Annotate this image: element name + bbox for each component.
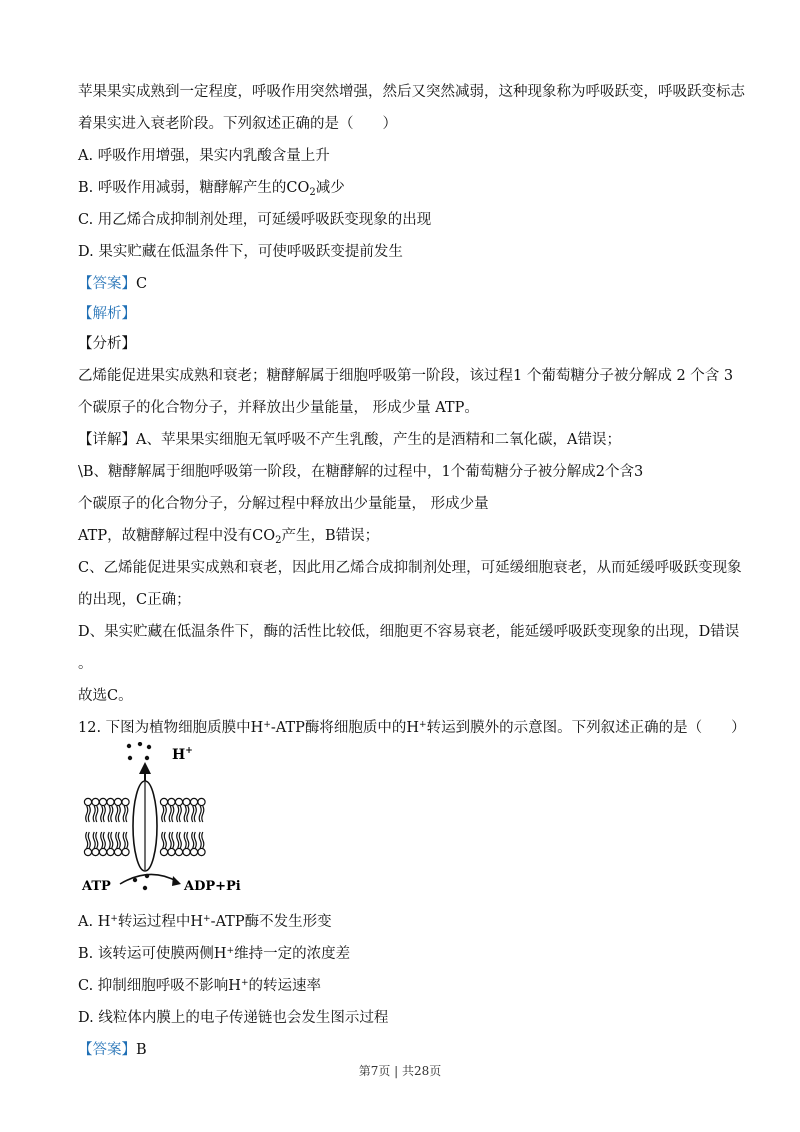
q12-option-d: D. 线粒体内膜上的电子传递链也会发生图示过程 bbox=[78, 1010, 389, 1026]
q11-option-d: D. 果实贮藏在低温条件下，可使呼吸跃变提前发生 bbox=[78, 244, 403, 260]
q12-option-c: C. 抑制细胞呼吸不影响H+的转运速率 bbox=[78, 978, 321, 994]
detail-c1: C、乙烯能促进果实成熟和衰老，因此用乙烯合成抑制剂处理，可延缓细胞衰老，从而延缓呼吸跃变现象 bbox=[78, 560, 742, 576]
fenxi-line1: 乙烯能促进果实成熟和衰老；糖酵解属于细胞呼吸第一阶段，该过程1 个葡萄糖分子被分解成 2 个含 3 bbox=[78, 368, 734, 384]
atp-label: ATP bbox=[82, 879, 111, 894]
answer-value: C bbox=[136, 276, 148, 292]
q11-stem-line2: 着果实进入衰老阶段。下列叙述正确的是（ ） bbox=[78, 116, 397, 132]
answer-value: B bbox=[136, 1042, 147, 1058]
q12-option-a: A. H+转运过程中H+-ATP酶不发生形变 bbox=[78, 914, 332, 930]
detail-a: 【详解】A、苹果果实细胞无氧呼吸不产生乳酸，产生的是酒精和二氧化碳，A错误； bbox=[78, 432, 621, 448]
detail-b3: ATP，故糖酵解过程中没有$CO_2$产生，B错误； bbox=[78, 528, 380, 546]
adp-pi-label: ADP+Pi bbox=[184, 879, 241, 894]
conclusion: 故选C。 bbox=[78, 688, 133, 704]
detail-c2: 的出现，C正确； bbox=[78, 592, 191, 608]
q12-stem: 12. 下图为植物细胞质膜中H+-ATP酶将细胞质中的H+转运到膜外的示意图。下列叙述正确的是（ ） bbox=[78, 720, 746, 736]
detail-d1: D、果实贮藏在低温条件下，酶的活性比较低，细胞更不容易衰老，能延缓呼吸跃变现象的出现，D错误 bbox=[78, 624, 740, 640]
detail-d2: 。 bbox=[78, 656, 93, 672]
answer-tag: 【答案】 bbox=[78, 1042, 136, 1058]
analysis-tag: 【解析】 bbox=[78, 306, 136, 322]
q12-answer bbox=[78, 1040, 147, 1060]
q11-stem-line1: 苹果果实成熟到一定程度，呼吸作用突然增强，然后又突然减弱，这种现象称为呼吸跃变，呼吸跃变标志 bbox=[78, 84, 745, 100]
fenxi-line2: 个碳原子的化合物分子，并释放出少量能量， 形成少量 ATP。 bbox=[78, 400, 479, 416]
answer-tag: 【答案】 bbox=[78, 276, 136, 292]
co2-subscript: 2 bbox=[309, 187, 316, 198]
q12-option-b: B. 该转运可使膜两侧H+维持一定的浓度差 bbox=[78, 946, 351, 962]
q11-answer bbox=[78, 274, 147, 294]
detail-b2: 个碳原子的化合物分子，分解过程中释放出少量能量， 形成少量 bbox=[78, 496, 489, 512]
q11-option-c: C. 用乙烯合成抑制剂处理，可延缓呼吸跃变现象的出现 bbox=[78, 212, 432, 228]
h-atpase-membrane-diagram bbox=[80, 742, 260, 902]
q11-option-b: B. 呼吸作用减弱，糖酵解产生的$CO_2$减少 bbox=[78, 180, 345, 198]
detail-b1: \B、糖酵解属于细胞呼吸第一阶段，在糖酵解的过程中，1个葡萄糖分子被分解成2个含3 bbox=[78, 464, 644, 480]
q11-option-a: A. 呼吸作用增强，果实内乳酸含量上升 bbox=[78, 148, 330, 164]
fenxi-tag: 【分析】 bbox=[78, 336, 136, 352]
h-ion-label: H+ bbox=[172, 746, 193, 763]
h-ion-dots-outside bbox=[127, 742, 151, 760]
page-footer: 第7页 | 共28页 bbox=[358, 1064, 442, 1078]
detail-tag: 【详解】 bbox=[78, 432, 136, 448]
